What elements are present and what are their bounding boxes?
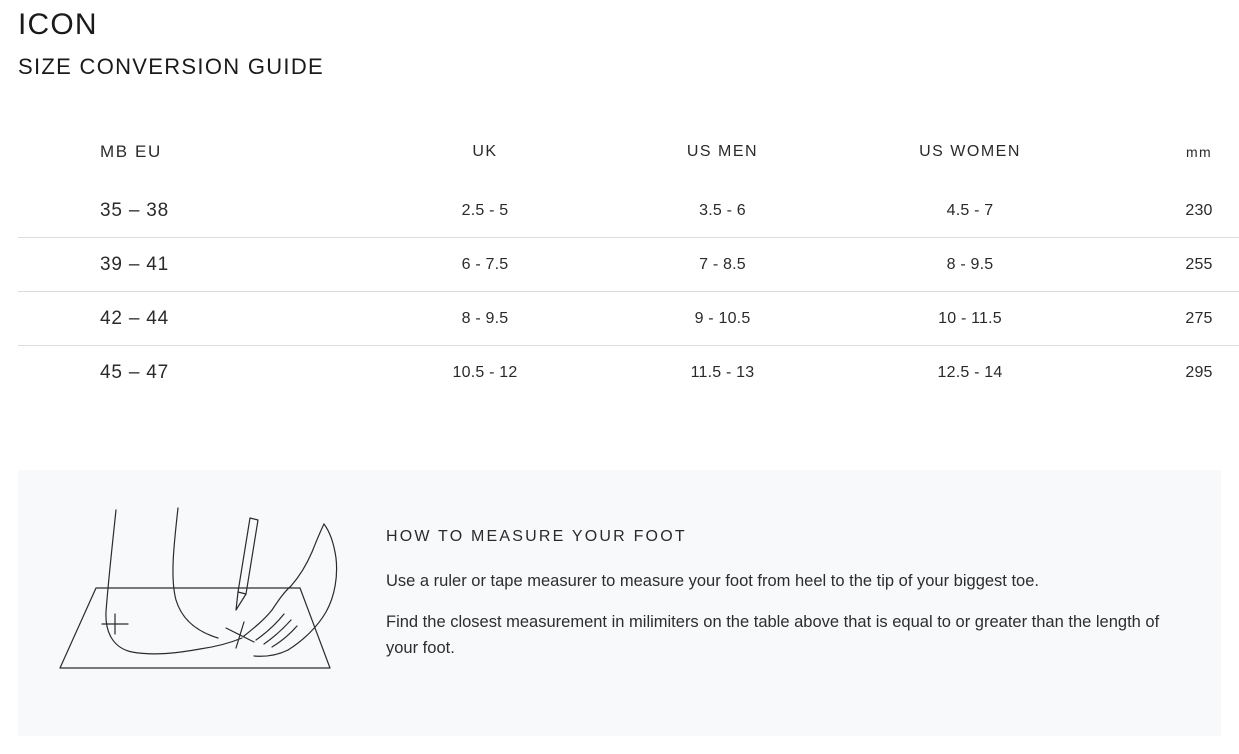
table-header-row	[18, 128, 1239, 184]
cell-eu: 45 – 47	[18, 346, 370, 400]
column-header-us-women: US WOMEN	[919, 143, 1021, 160]
cell-mm: 295	[1095, 346, 1239, 400]
table-header	[18, 128, 1239, 184]
cell-eu: 35 – 38	[100, 200, 169, 221]
table-row	[18, 238, 1239, 292]
table-row	[18, 346, 1239, 400]
column-header-uk: UK	[472, 143, 498, 160]
cell-mm: 255	[1095, 238, 1239, 292]
cell-us-women: 4.5 - 7	[946, 202, 994, 219]
cell-us-men: 9 - 10.5	[600, 292, 845, 346]
cell-us-women: 10 - 11.5	[845, 292, 1095, 346]
cell-eu: 39 – 41	[18, 238, 370, 292]
column-header-us-men: US MEN	[686, 143, 759, 160]
column-header-eu: MB EU	[100, 142, 162, 161]
cell-us-men: 3.5 - 6	[699, 202, 746, 219]
cell-us-women: 8 - 9.5	[845, 238, 1095, 292]
table-row	[18, 292, 1239, 346]
brand-title: ICON	[18, 8, 98, 41]
cell-us-men: 11.5 - 13	[600, 346, 845, 400]
cell-uk: 6 - 7.5	[370, 238, 600, 292]
foot-measuring-icon	[58, 500, 368, 690]
column-header-mm: mm	[1185, 144, 1213, 160]
size-conversion-table	[18, 128, 1239, 399]
cell-us-men: 7 - 8.5	[600, 238, 845, 292]
how-to-measure-text	[386, 528, 1196, 676]
cell-eu: 42 – 44	[18, 292, 370, 346]
cell-mm: 275	[1095, 292, 1239, 346]
how-to-measure-title: HOW TO MEASURE YOUR FOOT	[386, 528, 687, 545]
cell-uk: 10.5 - 12	[370, 346, 600, 400]
how-to-measure-paragraph-2: Find the closest measurement in milimiters on the table above that is equal to or greater than the length of your foot.	[386, 612, 1160, 658]
cell-us-women: 12.5 - 14	[845, 346, 1095, 400]
foot-measuring-illustration	[58, 500, 368, 690]
how-to-measure-paragraph-1: Use a ruler or tape measurer to measure your foot from heel to the tip of your biggest toe.	[386, 572, 1039, 590]
table-body	[18, 184, 1239, 399]
page-title: SIZE CONVERSION GUIDE	[18, 54, 325, 79]
table-row	[18, 184, 1239, 238]
how-to-measure-panel	[18, 470, 1221, 736]
cell-uk: 2.5 - 5	[461, 202, 509, 219]
cell-mm: 230	[1185, 202, 1213, 219]
cell-uk: 8 - 9.5	[370, 292, 600, 346]
